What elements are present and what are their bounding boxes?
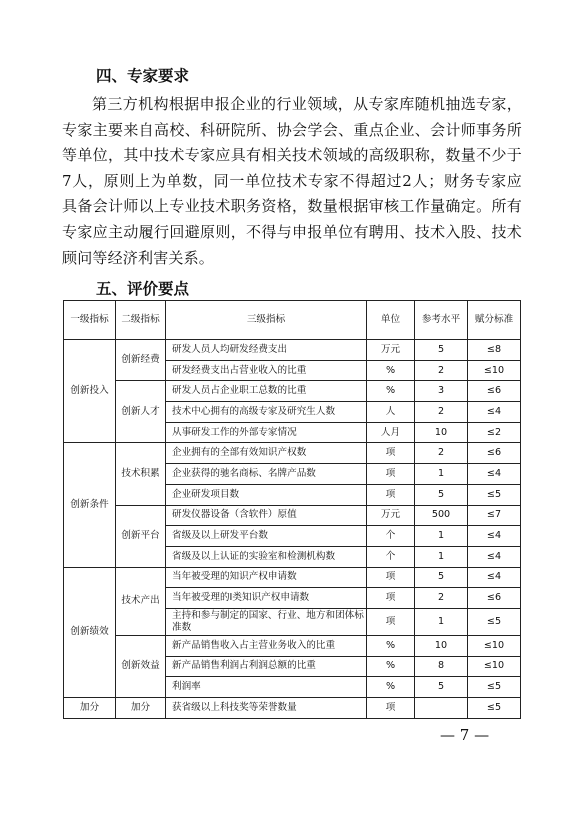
unit-cell: 项	[367, 443, 415, 464]
reference-cell: 10	[415, 635, 468, 656]
score-cell: ≤6	[468, 588, 521, 609]
score-cell: ≤5	[468, 484, 521, 505]
unit-cell: %	[367, 381, 415, 402]
level3-cell: 技术中心拥有的高级专家及研究生人数	[166, 402, 367, 423]
section-5-heading: 五、评价要点	[96, 280, 190, 298]
reference-cell: 1	[415, 526, 468, 547]
level3-cell: 获省级以上科技奖等荣誉数量	[166, 698, 367, 719]
level3-cell: 省级及以上认证的实验室和检测机构数	[166, 546, 367, 567]
score-cell: ≤4	[468, 464, 521, 485]
table-body	[64, 340, 521, 719]
level2-cell: 技术积累	[116, 443, 166, 505]
score-cell: ≤10	[468, 635, 521, 656]
level3-cell: 研发仪器设备（含软件）原值	[166, 505, 367, 526]
level2-cell: 创新人才	[116, 381, 166, 443]
table-header-row	[64, 301, 521, 340]
unit-cell: 项	[367, 484, 415, 505]
level3-cell: 研发人员占企业职工总数的比重	[166, 381, 367, 402]
table-row	[64, 381, 521, 402]
unit-cell: 项	[367, 608, 415, 635]
unit-cell: 项	[367, 698, 415, 719]
score-cell: ≤4	[468, 546, 521, 567]
score-cell: ≤10	[468, 656, 521, 677]
score-cell: ≤8	[468, 340, 521, 361]
level3-cell: 利润率	[166, 677, 367, 698]
reference-cell: 2	[415, 402, 468, 423]
level2-cell: 创新效益	[116, 635, 166, 697]
table-row	[64, 505, 521, 526]
header-unit: 单位	[367, 301, 415, 340]
score-cell: ≤6	[468, 381, 521, 402]
unit-cell: 万元	[367, 505, 415, 526]
level3-cell: 新产品销售利润占利润总额的比重	[166, 656, 367, 677]
level2-cell: 创新平台	[116, 505, 166, 567]
unit-cell: %	[367, 677, 415, 698]
reference-cell: 500	[415, 505, 468, 526]
score-cell: ≤7	[468, 505, 521, 526]
level3-cell: 从事研发工作的外部专家情况	[166, 422, 367, 443]
unit-cell: 个	[367, 546, 415, 567]
reference-cell: 2	[415, 588, 468, 609]
unit-cell: 人月	[367, 422, 415, 443]
header-score: 赋分标准	[468, 301, 521, 340]
level3-cell: 省级及以上研发平台数	[166, 526, 367, 547]
evaluation-table	[63, 300, 521, 719]
reference-cell: 5	[415, 340, 468, 361]
table-row	[64, 635, 521, 656]
level3-cell: 主持和参与制定的国家、行业、地方和团体标准数	[166, 608, 367, 635]
reference-cell: 1	[415, 608, 468, 635]
unit-cell: 个	[367, 526, 415, 547]
level3-cell: 当年被受理的知识产权申请数	[166, 567, 367, 588]
unit-cell: 项	[367, 588, 415, 609]
reference-cell: 2	[415, 443, 468, 464]
page-number: — 7 —	[440, 726, 490, 744]
score-cell: ≤5	[468, 608, 521, 635]
unit-cell: %	[367, 635, 415, 656]
score-cell: ≤5	[468, 677, 521, 698]
table-row	[64, 340, 521, 361]
level3-cell: 研发人员人均研发经费支出	[166, 340, 367, 361]
level1-cell: 加分	[64, 698, 116, 719]
level1-cell: 创新绩效	[64, 567, 116, 697]
score-cell: ≤6	[468, 443, 521, 464]
level3-cell: 企业研发项目数	[166, 484, 367, 505]
level3-cell: 研发经费支出占营业收入的比重	[166, 360, 367, 381]
level3-cell: 新产品销售收入占主营业务收入的比重	[166, 635, 367, 656]
table-row	[64, 567, 521, 588]
reference-cell: 10	[415, 422, 468, 443]
unit-cell: 万元	[367, 340, 415, 361]
section-4-paragraph: 第三方机构根据申报企业的行业领域，从专家库随机抽选专家，专家主要来自高校、科研院所、协会学会、重点企业、会计师事务所等单位，其中技术专家应具有相关技术领域的高级职称，数量不少于7人，原则上为单数，同一单位技术专家不得超过2人；财务专家应具备会计师以上专业技术职务资格，数量根据审核工作量确定。所有专家应主动履行回避原则，不得与申报单位有聘用、技术入股、技术顾问等经济利害关系。	[62, 95, 522, 267]
table-row	[64, 443, 521, 464]
unit-cell: 人	[367, 402, 415, 423]
level3-cell: 当年被受理的Ⅰ类知识产权申请数	[166, 588, 367, 609]
level3-cell: 企业获得的驰名商标、名牌产品数	[166, 464, 367, 485]
score-cell: ≤4	[468, 526, 521, 547]
reference-cell: 2	[415, 360, 468, 381]
reference-cell: 5	[415, 567, 468, 588]
reference-cell: 5	[415, 484, 468, 505]
header-level2: 二级指标	[116, 301, 166, 340]
level3-cell: 企业拥有的全部有效知识产权数	[166, 443, 367, 464]
header-level3: 三级指标	[166, 301, 367, 340]
score-cell: ≤4	[468, 402, 521, 423]
reference-cell: 1	[415, 546, 468, 567]
level1-cell: 创新投入	[64, 340, 116, 443]
level2-cell: 加分	[116, 698, 166, 719]
unit-cell: 项	[367, 567, 415, 588]
table-row	[64, 698, 521, 719]
section-4-heading: 四、专家要求	[96, 67, 190, 85]
header-reference: 参考水平	[415, 301, 468, 340]
reference-cell: 3	[415, 381, 468, 402]
unit-cell: 项	[367, 464, 415, 485]
reference-cell: 1	[415, 464, 468, 485]
unit-cell: %	[367, 360, 415, 381]
level1-cell: 创新条件	[64, 443, 116, 567]
score-cell: ≤10	[468, 360, 521, 381]
header-level1: 一级指标	[64, 301, 116, 340]
level2-cell: 技术产出	[116, 567, 166, 635]
score-cell: ≤5	[468, 698, 521, 719]
reference-cell: 8	[415, 656, 468, 677]
score-cell: ≤4	[468, 567, 521, 588]
unit-cell: %	[367, 656, 415, 677]
score-cell: ≤2	[468, 422, 521, 443]
reference-cell: 5	[415, 677, 468, 698]
level2-cell: 创新经费	[116, 340, 166, 381]
reference-cell	[415, 698, 468, 719]
